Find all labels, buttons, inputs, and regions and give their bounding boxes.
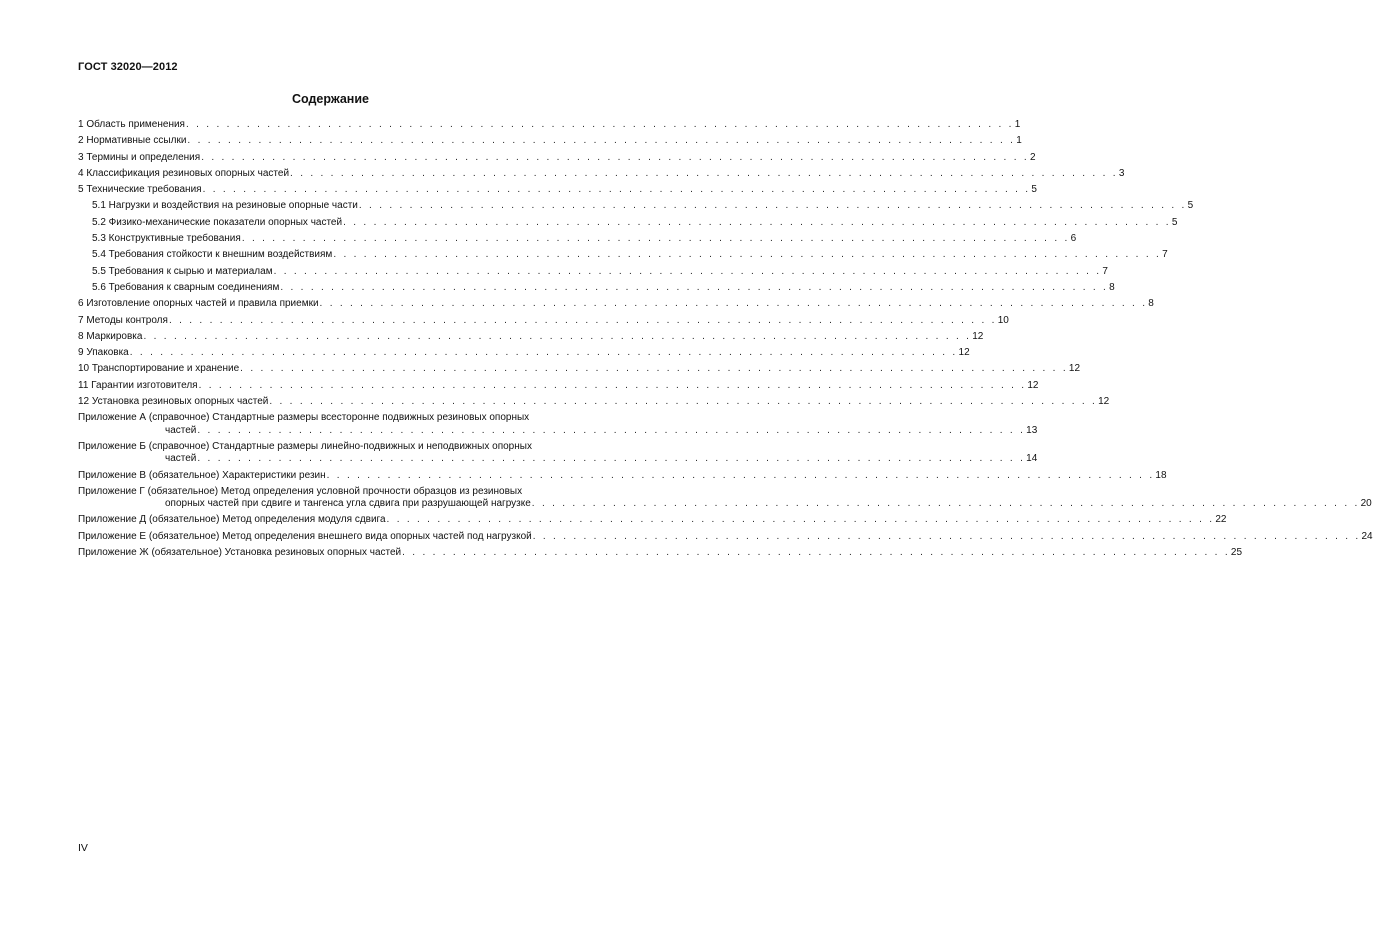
toc-entry-text: 6 Изготовление опорных частей и правила приемки xyxy=(78,298,319,310)
toc-entry-text: Приложение Г (обязательное) Метод определения условной прочности образцов из резиновых xyxy=(78,485,523,497)
toc-entry-line xyxy=(92,265,1108,278)
toc-page-number: 5 xyxy=(1187,200,1194,212)
toc-entry[interactable] xyxy=(78,265,1108,278)
toc-entry-text: частей xyxy=(165,424,197,436)
toc-entry[interactable] xyxy=(78,298,1154,310)
dot-leader: . . . . . . . . . . . . . . . . . . . . . . . . . . . . . . . . . . . . . . . . . . . . . . . . . . . . . . . . . . . . . . . . . . . . . . . . . . . . . . . . . . xyxy=(269,396,1098,408)
toc-entry-text: Приложение Б (справочное) Стандартные размеры линейно-подвижных и неподвижных опорных xyxy=(78,440,532,452)
toc-entry[interactable] xyxy=(78,514,1227,526)
toc-entry[interactable] xyxy=(78,184,1037,196)
dot-leader: . . . . . . . . . . . . . . . . . . . . . . . . . . . . . . . . . . . . . . . . . . . . . . . . . . . . . . . . . . . . . . . . . . . . . . . . . . . . . . . . . . xyxy=(129,347,958,359)
toc-entry[interactable] xyxy=(78,379,1039,392)
dot-leader: . . . . . . . . . . . . . . . . . . . . . . . . . . . . . . . . . . . . . . . . . . . . . . . . . . . . . . . . . . . . . . . . . . . . . . . . . . . . . . . . . . xyxy=(402,547,1230,559)
toc-entry[interactable] xyxy=(78,200,1194,212)
toc-entry[interactable] xyxy=(78,396,1110,408)
toc-entry-line xyxy=(92,216,1178,229)
toc-entry-line xyxy=(92,249,1168,261)
toc-page-number: 12 xyxy=(972,330,984,342)
toc-entry-line xyxy=(78,330,984,343)
dot-leader: . . . . . . . . . . . . . . . . . . . . . . . . . . . . . . . . . . . . . . . . . . . . . . . . . . . . . . . . . . . . . . . . . . . . . . . . . . . . . . . . . . xyxy=(201,151,1029,163)
toc-page-number: 7 xyxy=(1102,265,1108,277)
toc-entry[interactable] xyxy=(78,167,1125,180)
toc-page-number: 1 xyxy=(1016,135,1022,147)
dot-leader: . . . . . . . . . . . . . . . . . . . . . . . . . . . . . . . . . . . . . . . . . . . . . . . . . . . . . . . . . . . . . . . . . . . . . . . . . . . . . . . . . . xyxy=(532,530,1361,542)
toc-entry-text: 12 Установка резиновых опорных частей xyxy=(78,396,269,408)
toc-entry-line xyxy=(78,135,1022,147)
toc-entry-text: 5.3 Конструктивные требования xyxy=(92,233,241,245)
toc-entry[interactable] xyxy=(78,347,970,359)
dot-leader: . . . . . . . . . . . . . . . . . . . . . . . . . . . . . . . . . . . . . . . . . . . . . . . . . . . . . . . . . . . . . . . . . . . . . . . . . . . . . . . . . . xyxy=(273,265,1102,277)
toc-entry-text: 5.1 Нагрузки и воздействия на резиновые опорные части xyxy=(92,200,358,212)
toc-entry-text: 3 Термины и определения xyxy=(78,151,201,163)
toc-entry-text: 4 Классификация резиновых опорных частей xyxy=(78,167,290,179)
toc-entry-text: Приложение Д (обязательное) Метод определения модуля сдвига xyxy=(78,514,386,526)
toc-entry-line xyxy=(78,396,1110,408)
toc-entry-text: 5 Технические требования xyxy=(78,184,202,196)
toc-entry-line xyxy=(78,498,1372,510)
toc-page-number: 6 xyxy=(1070,233,1077,245)
dot-leader: . . . . . . . . . . . . . . . . . . . . . . . . . . . . . . . . . . . . . . . . . . . . . . . . . . . . . . . . . . . . . . . . . . . . . . . . . . . . . . . . . . xyxy=(343,216,1171,228)
toc-entry-line xyxy=(78,469,1167,482)
dot-leader: . . . . . . . . . . . . . . . . . . . . . . . . . . . . . . . . . . . . . . . . . . . . . . . . . . . . . . . . . . . . . . . . . . . . . . . . . . . . . . . . . . xyxy=(386,514,1215,526)
toc-entry-text: 5.6 Требования к сварным соединениям xyxy=(92,281,280,293)
dot-leader: . . . . . . . . . . . . . . . . . . . . . . . . . . . . . . . . . . . . . . . . . . . . . . . . . . . . . . . . . . . . . . . . . . . . . . . . . . . . . . . . . . xyxy=(241,233,1070,245)
document-code-header: ГОСТ 32020—2012 xyxy=(78,61,178,73)
toc-page-number: 12 xyxy=(1098,396,1110,408)
dot-leader: . . . . . . . . . . . . . . . . . . . . . . . . . . . . . . . . . . . . . . . . . . . . . . . . . . . . . . . . . . . . . . . . . . . . . . . . . . . . . . . . . . xyxy=(197,453,1026,465)
toc-entry-text: 5.2 Физико-механические показатели опорных частей xyxy=(92,216,343,228)
toc-page-number: 12 xyxy=(1068,363,1081,375)
toc-entry[interactable] xyxy=(78,547,1243,559)
toc-entry-line xyxy=(78,298,1154,310)
dot-leader: . . . . . . . . . . . . . . . . . . . . . . . . . . . . . . . . . . . . . . . . . . . . . . . . . . . . . . . . . . . . . . . . . . . . . . . . . . . . . . . . . . xyxy=(280,281,1109,293)
toc-entry-line xyxy=(78,424,1038,437)
dot-leader: . . . . . . . . . . . . . . . . . . . . . . . . . . . . . . . . . . . . . . . . . . . . . . . . . . . . . . . . . . . . . . . . . . . . . . . . . . . . . . . . . . xyxy=(202,184,1031,196)
toc-entry-text: Приложение Е (обязательное) Метод определения внешнего вида опорных частей под нагрузкой xyxy=(78,530,532,542)
toc-page-number: 7 xyxy=(1162,249,1168,261)
toc-entry-line xyxy=(78,379,1039,392)
page-number: IV xyxy=(78,842,88,854)
toc-page-number: 22 xyxy=(1215,514,1227,526)
toc-entry-line xyxy=(78,347,970,359)
toc-entry-line xyxy=(78,184,1037,196)
dot-leader: . . . . . . . . . . . . . . . . . . . . . . . . . . . . . . . . . . . . . . . . . . . . . . . . . . . . . . . . . . . . . . . . . . . . . . . . . . . . . . . . . . xyxy=(143,330,972,342)
toc-entry-line xyxy=(78,486,613,498)
toc-page-number: 14 xyxy=(1026,453,1038,465)
toc-entry-text: 1 Область применения xyxy=(78,119,185,130)
toc-page-number: 8 xyxy=(1148,298,1154,310)
toc-entry-line xyxy=(78,441,613,453)
dot-leader: . . . . . . . . . . . . . . . . . . . . . . . . . . . . . . . . . . . . . . . . . . . . . . . . . . . . . . . . . . . . . . . . . . . . . . . . . . . . . . . . . . xyxy=(319,298,1148,310)
toc-entry-line xyxy=(78,412,613,424)
dot-leader: . . . . . . . . . . . . . . . . . . . . . . . . . . . . . . . . . . . . . . . . . . . . . . . . . . . . . . . . . . . . . . . . . . . . . . . . . . . . . . . . . . xyxy=(333,249,1162,261)
toc-entry[interactable] xyxy=(78,363,1081,375)
dot-leader: . . . . . . . . . . . . . . . . . . . . . . . . . . . . . . . . . . . . . . . . . . . . . . . . . . . . . . . . . . . . . . . . . . . . . . . . . . . . . . . . . . xyxy=(240,363,1068,375)
dot-leader: . . . . . . . . . . . . . . . . . . . . . . . . . . . . . . . . . . . . . . . . . . . . . . . . . . . . . . . . . . . . . . . . . . . . . . . . . . . . . . . . . . xyxy=(290,167,1118,179)
dot-leader: . . . . . . . . . . . . . . . . . . . . . . . . . . . . . . . . . . . . . . . . . . . . . . . . . . . . . . . . . . . . . . . . . . . . . . . . . . . . . . . . . . xyxy=(185,119,1014,130)
toc-entry-text: Приложение А (справочное) Стандартные размеры всесторонне подвижных резиновых опорных xyxy=(78,412,530,424)
toc-page-number: 1 xyxy=(1014,119,1021,130)
toc-entry[interactable] xyxy=(78,485,1372,511)
dot-leader: . . . . . . . . . . . . . . . . . . . . . . . . . . . . . . . . . . . . . . . . . . . . . . . . . . . . . . . . . . . . . . . . . . . . . . . . . . . . . . . . . . xyxy=(168,314,997,326)
dot-leader: . . . . . . . . . . . . . . . . . . . . . . . . . . . . . . . . . . . . . . . . . . . . . . . . . . . . . . . . . . . . . . . . . . . . . . . . . . . . . . . . . . xyxy=(198,379,1027,391)
toc-entry-line xyxy=(78,547,1243,559)
toc-entry-line xyxy=(78,119,1021,131)
toc-entry[interactable] xyxy=(78,135,1022,147)
dot-leader: . . . . . . . . . . . . . . . . . . . . . . . . . . . . . . . . . . . . . . . . . . . . . . . . . . . . . . . . . . . . . . . . . . . . . . . . . . . . . . . . . . xyxy=(197,424,1026,436)
toc-entry-text: частей xyxy=(165,453,197,465)
table-of-contents xyxy=(78,119,1373,559)
toc-entry-text: 10 Транспортирование и хранение xyxy=(78,363,240,375)
toc-entry-line xyxy=(78,314,1009,327)
toc-entry-text: 7 Методы контроля xyxy=(78,314,168,326)
dot-leader: . . . . . . . . . . . . . . . . . . . . . . . . . . . . . . . . . . . . . . . . . . . . . . . . . . . . . . . . . . . . . . . . . . . . . . . . . . . . . . . . . . xyxy=(326,469,1155,481)
toc-entry-line xyxy=(78,514,1227,526)
toc-entry[interactable] xyxy=(78,314,1009,327)
toc-entry[interactable] xyxy=(78,216,1178,229)
toc-page-number: 8 xyxy=(1109,281,1115,293)
toc-page-number: 12 xyxy=(1027,379,1039,391)
toc-page-number: 2 xyxy=(1029,151,1036,163)
toc-page-number: 25 xyxy=(1230,547,1243,559)
toc-entry[interactable] xyxy=(78,119,1021,131)
toc-entry-line xyxy=(78,530,1373,543)
toc-page-number: 13 xyxy=(1026,424,1038,436)
dot-leader: . . . . . . . . . . . . . . . . . . . . . . . . . . . . . . . . . . . . . . . . . . . . . . . . . . . . . . . . . . . . . . . . . . . . . . . . . . . . . . . . . . xyxy=(531,498,1360,510)
contents-title: Содержание xyxy=(291,92,369,106)
dot-leader: . . . . . . . . . . . . . . . . . . . . . . . . . . . . . . . . . . . . . . . . . . . . . . . . . . . . . . . . . . . . . . . . . . . . . . . . . . . . . . . . . . xyxy=(358,200,1187,212)
toc-entry-text: 5.5 Требования к сырью и материалам xyxy=(92,265,273,277)
toc-entry-text: Приложение В (обязательное) Характеристики резин xyxy=(78,469,326,481)
toc-entry[interactable] xyxy=(78,440,1038,466)
toc-entry[interactable] xyxy=(78,330,984,343)
toc-page-number: 3 xyxy=(1118,167,1125,179)
toc-entry-text: Приложение Ж (обязательное) Установка резиновых опорных частей xyxy=(78,547,402,559)
toc-entry-line xyxy=(78,453,1038,465)
toc-entry-line xyxy=(78,151,1036,164)
toc-page-number: 5 xyxy=(1031,184,1037,196)
toc-entry[interactable] xyxy=(78,281,1115,294)
toc-entry[interactable] xyxy=(78,469,1167,482)
toc-entry-text: 2 Нормативные ссылки xyxy=(78,135,187,147)
toc-entry-text: 11 Гарантии изготовителя xyxy=(78,379,198,391)
toc-entry-line xyxy=(78,167,1125,180)
dot-leader: . . . . . . . . . . . . . . . . . . . . . . . . . . . . . . . . . . . . . . . . . . . . . . . . . . . . . . . . . . . . . . . . . . . . . . . . . . . . . . . . . . xyxy=(187,135,1016,147)
toc-entry-line xyxy=(78,363,1081,375)
toc-page-number: 20 xyxy=(1360,498,1372,510)
toc-entry-line xyxy=(92,281,1115,294)
toc-page-number: 18 xyxy=(1155,469,1167,481)
toc-page-number: 10 xyxy=(997,314,1009,326)
toc-page-number: 12 xyxy=(958,347,970,359)
toc-entry[interactable] xyxy=(78,249,1168,261)
toc-entry-line xyxy=(92,200,1194,212)
toc-entry[interactable] xyxy=(78,151,1036,164)
toc-page-number: 24 xyxy=(1361,530,1373,542)
toc-page-number: 5 xyxy=(1171,216,1178,228)
toc-entry-text: 5.4 Требования стойкости к внешним воздействиям xyxy=(92,249,333,261)
toc-entry[interactable] xyxy=(78,233,1077,245)
toc-entry-text: опорных частей при сдвиге и тангенса угла сдвига при разрушающей нагрузке xyxy=(165,498,531,510)
toc-entry-line xyxy=(92,233,1077,245)
toc-entry-text: 8 Маркировка xyxy=(78,330,143,342)
toc-entry[interactable] xyxy=(78,530,1373,543)
toc-entry[interactable] xyxy=(78,412,1038,437)
toc-entry-text: 9 Упаковка xyxy=(78,347,129,359)
